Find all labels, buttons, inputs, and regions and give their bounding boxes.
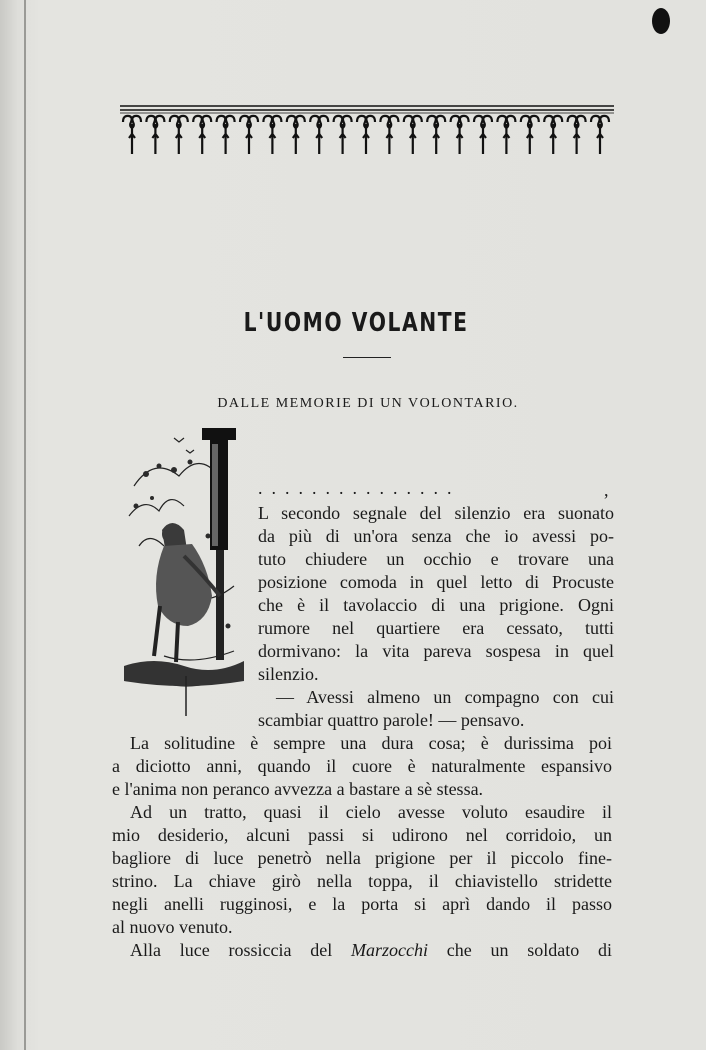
chapter-subtitle: DALLE MEMORIE DI UN VOLONTARIO. [217,396,519,411]
ellipsis-line [258,478,614,499]
text-line: scambiar quattro parole! — pensavo. [258,710,525,730]
text-line: L secondo segnale del silenzio era suonato [258,503,614,523]
text-line: bagliore di luce penetrò nella prigione per il piccolo fine- [112,848,612,868]
header-ornament [120,104,614,158]
text-line: che è il tavolaccio di una prigione. Ogni [258,595,614,615]
text-line-last [112,939,612,961]
text-line: strino. La chiave girò nella toppa, il chiavistello stridette [112,871,612,891]
text-line: tuto chiudere un occhio e trovare una [258,549,614,569]
text-line: e l'anima non peranco avvezza a bastare a sè stessa. [112,779,484,799]
text-line: al nuovo venuto. [112,917,233,937]
italic-word: Marzocchi [350,940,428,960]
text-line: dormivano: la vita pareva sospesa in quel [258,641,614,661]
text-run: che un soldato di [446,940,612,960]
binding-edge [24,0,26,1050]
ink-spot [652,8,670,34]
text-line: a diciotto anni, quando il cuore è naturalmente espansivo [112,756,612,776]
text-line: La solitudine è sempre una dura cosa; è durissima poi [130,733,612,753]
ellipsis-dots: ............... [258,478,461,498]
text-line: posizione comoda in quel letto di Procuste [258,572,614,592]
ellipsis-comma: , [604,480,609,500]
text-line: negli anelli rugginosi, e la porta si aprì dando il passo [112,894,612,914]
text-run: Alla luce rossiccia del [130,940,333,960]
text-line: da più di un'ora senza che io avessi po- [258,526,614,546]
text-line: — Avessi almeno un compagno con cui [276,687,614,707]
chapter-title: L'UOMO VOLANTE [243,308,469,338]
text-line: silenzio. [258,664,319,684]
text-line: Ad un tratto, quasi il cielo avesse voluto esaudire il [130,802,612,822]
text-line: mio desiderio, alcuni passi si udirono nel corridoio, un [112,825,612,845]
title-rule [343,357,391,358]
text-line: rumore nel quartiere era cessato, tutti [258,618,614,638]
illustrated-dropcap [124,426,248,716]
